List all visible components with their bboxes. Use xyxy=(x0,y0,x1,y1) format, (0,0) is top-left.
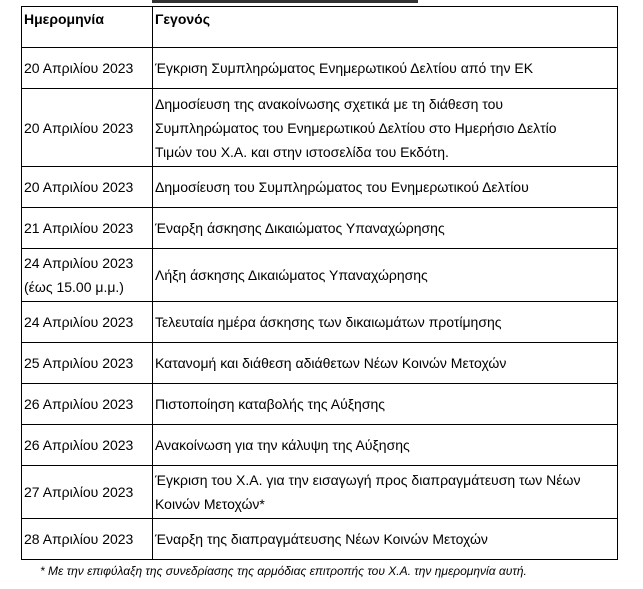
table-row xyxy=(22,425,618,466)
table-row xyxy=(22,208,618,249)
row-event: Έναρξη της διαπραγμάτευσης Νέων Κοινών Μετοχών xyxy=(153,519,618,560)
table-row xyxy=(22,466,618,519)
table-row xyxy=(22,519,618,560)
table-row xyxy=(22,89,618,167)
row-event: Λήξη άσκησης Δικαιώματος Υπαναχώρησης xyxy=(153,249,618,302)
footnote: * Με την επιφύλαξη της συνεδρίασης της αρμόδιας επιτροπής του Χ.Α. την ημερομηνία αυτή. xyxy=(40,564,527,578)
row-date: 21 Απριλίου 2023 xyxy=(22,208,153,249)
row-event: Ανακοίνωση για την κάλυψη της Αύξησης xyxy=(153,425,618,466)
row-date: 20 Απριλίου 2023 xyxy=(22,89,153,167)
row-date: 25 Απριλίου 2023 xyxy=(22,343,153,384)
row-date: 20 Απριλίου 2023 xyxy=(22,167,153,208)
row-event: Έγκριση Συμπληρώματος Ενημερωτικού Δελτίου από την ΕΚ xyxy=(153,48,618,89)
timetable xyxy=(21,6,618,560)
row-event: Έγκριση του Χ.Α. για την εισαγωγή προς διαπραγμάτευση των Νέων Κοινών Μετοχών* xyxy=(153,466,618,519)
row-event: Τελευταία ημέρα άσκησης των δικαιωμάτων προτίμησης xyxy=(153,302,618,343)
row-date: 24 Απριλίου 2023 xyxy=(22,302,153,343)
row-date: 28 Απριλίου 2023 xyxy=(22,519,153,560)
row-date: 20 Απριλίου 2023 xyxy=(22,48,153,89)
row-date: 27 Απριλίου 2023 xyxy=(22,466,153,519)
table-row xyxy=(22,249,618,302)
header-event: Γεγονός xyxy=(153,7,618,48)
table-row xyxy=(22,48,618,89)
table-row xyxy=(22,167,618,208)
row-event: Έναρξη άσκησης Δικαιώματος Υπαναχώρησης xyxy=(153,208,618,249)
table-row xyxy=(22,302,618,343)
row-event: Κατανομή και διάθεση αδιάθετων Νέων Κοινών Μετοχών xyxy=(153,343,618,384)
top-divider xyxy=(152,0,418,3)
row-event: Πιστοποίηση καταβολής της Αύξησης xyxy=(153,384,618,425)
row-date: 24 Απριλίου 2023 (έως 15.00 μ.μ.) xyxy=(22,249,153,302)
row-event: Δημοσίευση της ανακοίνωσης σχετικά με τη διάθεση του Συμπληρώματος του Ενημερωτικού Δελτίου στο Ημερήσιο Δελτίο Τιμών του Χ.Α. και στην ιστοσελίδα του Εκδότη. xyxy=(153,89,618,167)
row-event: Δημοσίευση του Συμπληρώματος του Ενημερωτικού Δελτίου xyxy=(153,167,618,208)
row-date: 26 Απριλίου 2023 xyxy=(22,425,153,466)
table-row xyxy=(22,343,618,384)
row-date: 26 Απριλίου 2023 xyxy=(22,384,153,425)
header-date: Ημερομηνία xyxy=(22,7,153,48)
table-row xyxy=(22,384,618,425)
header-row xyxy=(22,7,618,48)
